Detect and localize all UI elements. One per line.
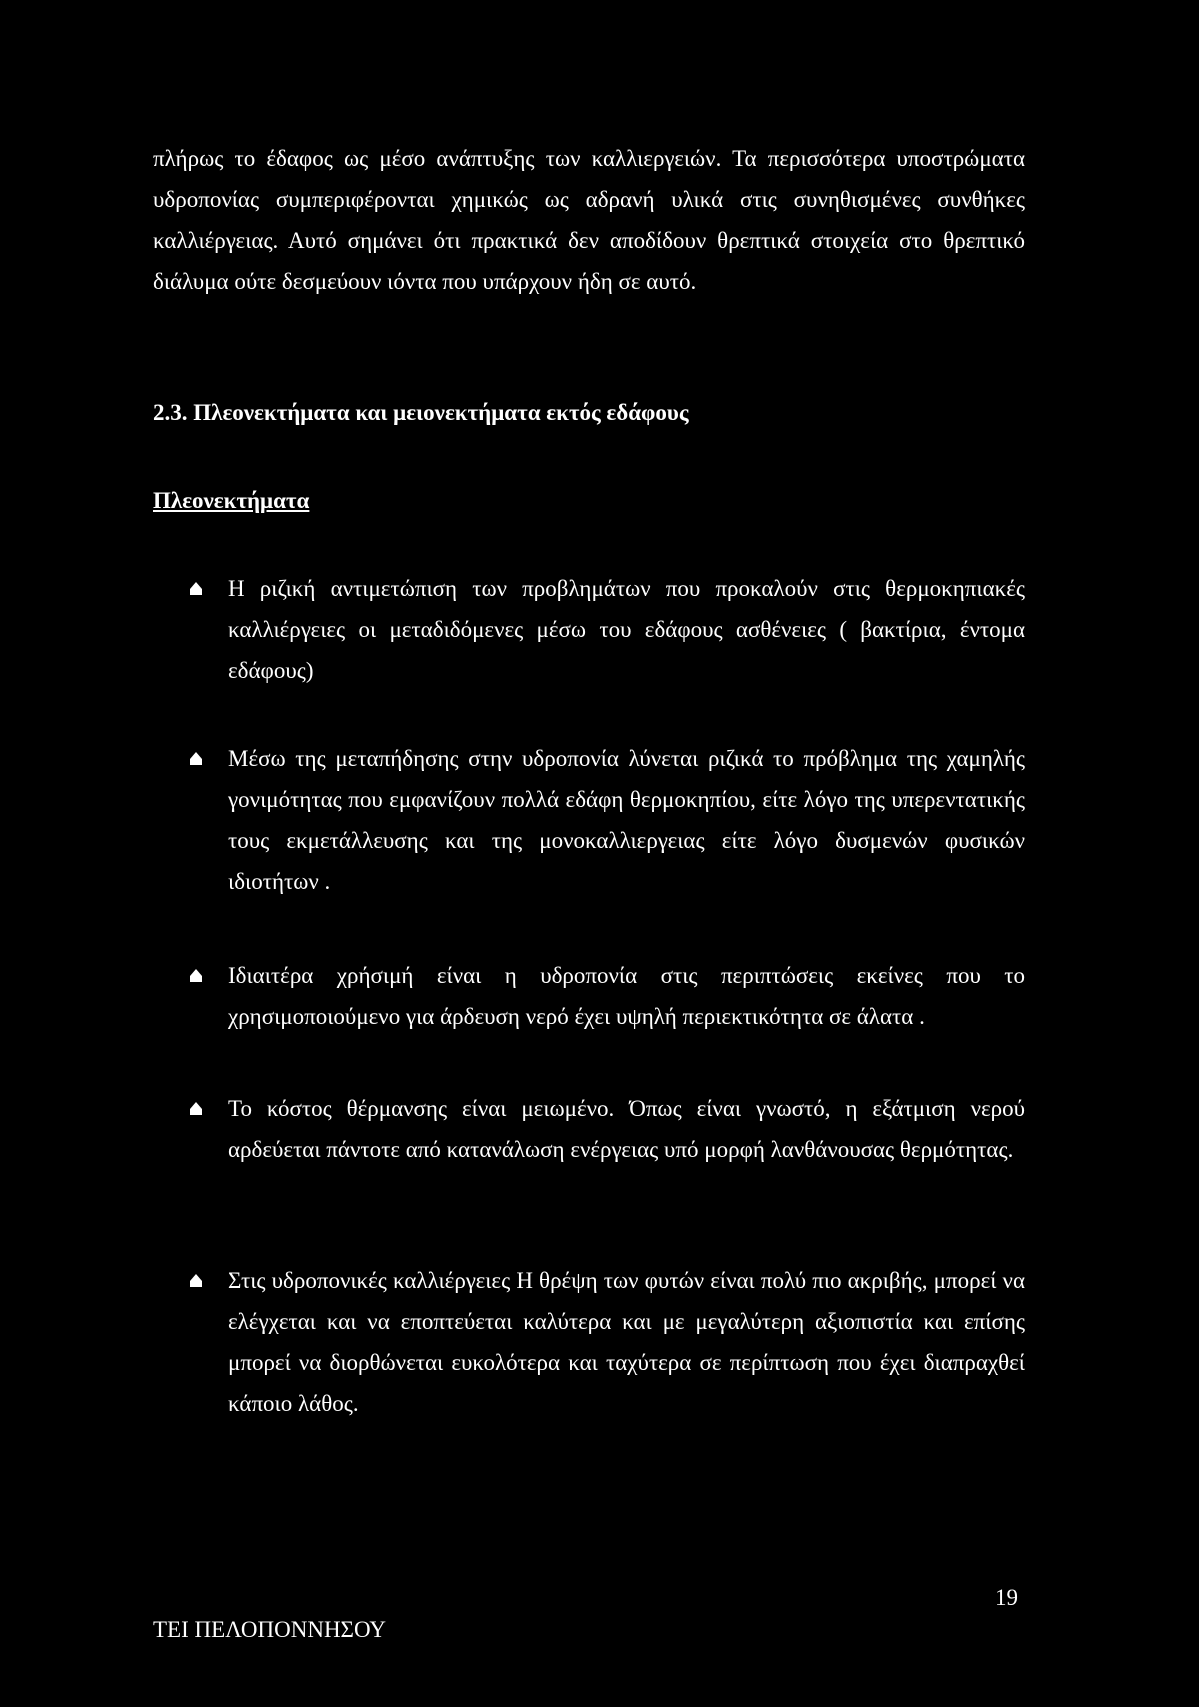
list-item-text: Μέσω της μεταπήδησης στην υδροπονία λύνεται ριζικά το πρόβλημα της χαμηλής γονιμότητας που εμφανίζουν πολλά εδάφη θερμοκηπίου, είτε λόγο της υπερεντατικής τους εκμετάλλευσης και της μονοκαλλιεργειας είτε λόγο δυσμενών φυσικών ιδιοτήτων . [228, 746, 1025, 894]
section-heading: 2.3. Πλεονεκτήματα και μειονεκτήματα εκτός εδάφους [153, 400, 689, 425]
list-item-text: Το κόστος θέρμανσης είναι μειωμένο. Όπως είναι γνωστό, η εξάτμιση νερού αρδεύεται πάντοτε από κατανάλωση ενέργειας υπό μορφή λανθάνουσας θερμότητας. [228, 1096, 1025, 1162]
bullet-icon [188, 750, 204, 766]
list-item-text: Στις υδροπονικές καλλιέργειες Η θρέψη των φυτών είναι πολύ πιο ακριβής, μπορεί να ελέγχεται και να εποπτεύεται καλύτερα και με μεγαλύτερη αξιοπιστία και επίσης μπορεί να διορθώνεται ευκολότερα και ταχύτερα σε περίπτωση που έχει διαπραχθεί κάποιο λάθος. [228, 1268, 1025, 1416]
page-number: 19 [995, 1585, 1018, 1610]
bullet-icon [188, 1100, 204, 1116]
list-item [188, 568, 1025, 691]
list-item [188, 738, 1025, 902]
subheading-advantages: Πλεονεκτήματα [153, 488, 310, 513]
list-item [188, 955, 1025, 1037]
bullet-icon [188, 967, 204, 983]
list-item [188, 1260, 1025, 1424]
bullet-icon [188, 1272, 204, 1288]
intro-paragraph: πλήρως το έδαφος ως μέσο ανάπτυξης των καλλιεργειών. Τα περισσότερα υποστρώματα υδροπονίας συμπεριφέρονται χημικώς ως αδρανή υλικά στις συνηθισμένες συνθήκες καλλιέργειας. Αυτό σημάνει ότι πρακτικά δεν αποδίδουν θρεπτικά στοιχεία στο θρεπτικό διάλυμα ούτε δεσμεύουν ιόντα που υπάρχουν ήδη σε αυτό. [153, 146, 1025, 294]
footer-institution: ΤΕΙ ΠΕΛΟΠΟΝΝΗΣΟΥ [153, 1617, 387, 1642]
list-item [188, 1088, 1025, 1170]
bullet-icon [188, 580, 204, 596]
list-item-text: Ιδιαιτέρα χρήσιμή είναι η υδροπονία στις περιπτώσεις εκείνες που το χρησιμοποιούμενο για άρδευση νερό έχει υψηλή περιεκτικότητα σε άλατα . [228, 963, 1025, 1029]
list-item-text: Η ριζική αντιμετώπιση των προβλημάτων που προκαλούν στις θερμοκηπιακές καλλιέργειες οι μεταδιδόμενες μέσω του εδάφους ασθένειες ( βακτίρια, έντομα εδάφους) [228, 576, 1025, 683]
